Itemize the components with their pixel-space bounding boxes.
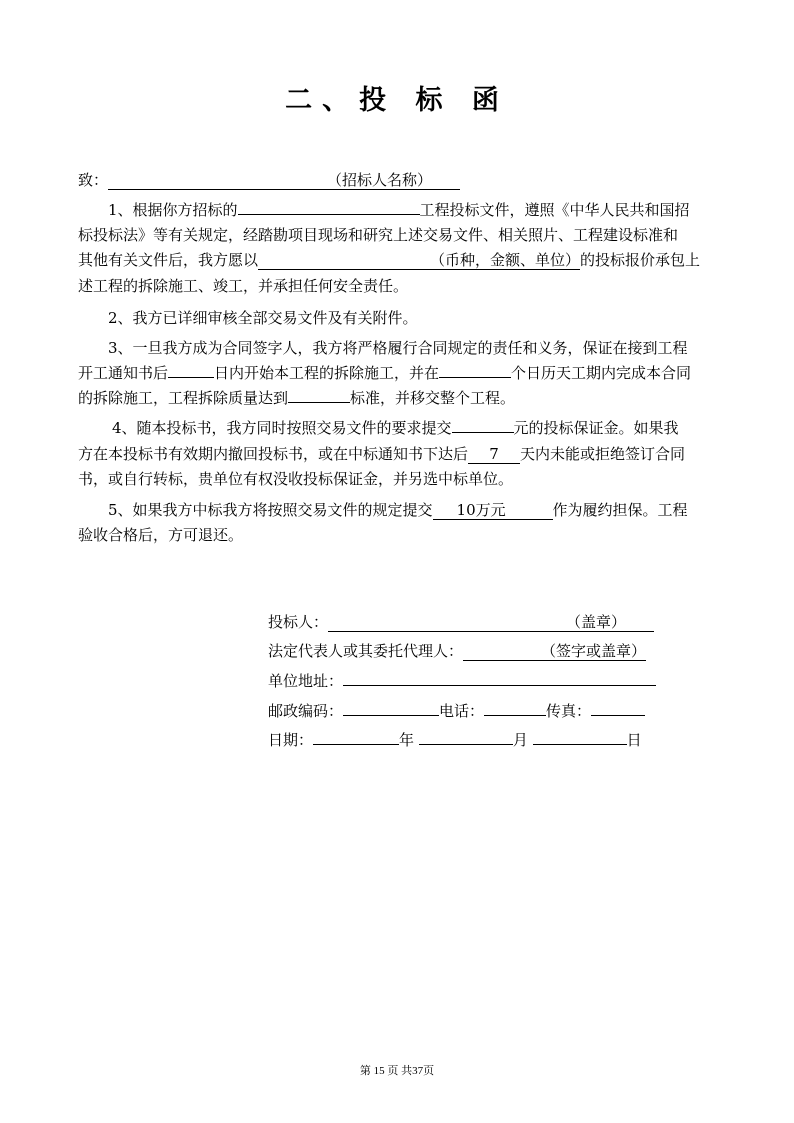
- year-field[interactable]: [313, 744, 399, 745]
- para4-line3: 书，或自行转标，贵单位有权没收投标保证金，并另选中标单位。: [78, 470, 514, 488]
- text: 1、根据你方招标的: [108, 201, 238, 219]
- date-label: 日期：: [268, 731, 314, 749]
- para1-line2: 标投标法》等有关规定，经踏勘项目现场和研究上述交易文件、相关照片、工程建设标准和: [78, 226, 679, 244]
- month-label: 月: [512, 731, 528, 749]
- to-label: 致：: [78, 171, 109, 189]
- para2: 2、我方已详细审核全部交易文件及有关附件。: [108, 309, 418, 327]
- para4-line2: [78, 444, 685, 464]
- year-label: 年: [399, 731, 415, 749]
- para3-line2: [78, 363, 691, 383]
- fax-field[interactable]: [591, 715, 645, 716]
- start-days-field[interactable]: [168, 377, 214, 378]
- bidder-row: [268, 612, 654, 632]
- phone-label: 电话：: [439, 702, 485, 720]
- bidder-field[interactable]: [328, 614, 654, 632]
- performance-bond-value: 10万元: [456, 501, 506, 519]
- para1-line4: 述工程的拆除施工、竣工，并承担任何安全责任。: [78, 277, 409, 295]
- address-field[interactable]: [343, 685, 656, 686]
- address-row: [268, 671, 656, 691]
- bidder-label: 投标人：: [268, 613, 329, 631]
- text: 工程投标文件，遵照《中华人民共和国招: [419, 201, 690, 219]
- month-field[interactable]: [419, 744, 513, 745]
- para1-line3: [78, 250, 700, 270]
- addressee-line: [78, 170, 460, 190]
- representative-row: [268, 641, 646, 661]
- text: 日内开始本工程的拆除施工，并在: [214, 364, 440, 382]
- text: 作为履约担保。工程: [552, 501, 688, 519]
- para4-line1: [112, 418, 679, 438]
- signing-days-field[interactable]: 7: [468, 446, 520, 464]
- duration-days-field[interactable]: [439, 377, 511, 378]
- text: 个日历天工期内完成本合同: [511, 364, 692, 382]
- contact-row: [268, 701, 645, 721]
- text: 天内未能或拒绝签订合同: [520, 445, 686, 463]
- postcode-field[interactable]: [343, 715, 439, 716]
- text: 开工通知书后: [78, 364, 169, 382]
- para1-line1: [108, 200, 690, 220]
- representative-field[interactable]: [463, 643, 646, 661]
- para3-line1: 3、一旦我方成为合同签字人，我方将严格履行合同规定的责任和义务，保证在接到工程: [108, 339, 688, 357]
- text: 的拆除施工，工程拆除质量达到: [78, 389, 289, 407]
- text: 方在本投标书有效期内撤回投标书，或在中标通知书下达后: [78, 445, 469, 463]
- tenderer-name-field[interactable]: [108, 172, 460, 190]
- project-name-field[interactable]: [238, 214, 420, 215]
- text: 4、随本投标书，我方同时按照交易文件的要求提交: [112, 419, 452, 437]
- bid-price-field[interactable]: [258, 252, 580, 270]
- para5-line2: 验收合格后，方可退还。: [78, 526, 244, 544]
- text: 其他有关文件后，我方愿以: [78, 251, 259, 269]
- date-row: [268, 730, 642, 750]
- bid-price-hint: （币种，金额、单位）: [430, 251, 581, 269]
- para5-line1: [108, 500, 688, 520]
- address-label: 单位地址：: [268, 672, 344, 690]
- representative-hint: （签字或盖章）: [541, 642, 647, 660]
- day-label: 日: [626, 731, 642, 749]
- tenderer-name-hint: （招标人名称）: [327, 171, 433, 189]
- performance-bond-field[interactable]: [433, 502, 553, 520]
- bidder-hint: （盖章）: [566, 613, 627, 631]
- page-title: 二、投 标 函: [285, 85, 509, 116]
- text: 的投标报价承包上: [580, 251, 701, 269]
- para3-line3: [78, 388, 515, 408]
- bid-bond-field[interactable]: [452, 432, 514, 433]
- representative-label: 法定代表人或其委托代理人：: [268, 642, 464, 660]
- text: 标准，并移交整个工程。: [350, 389, 516, 407]
- quality-standard-field[interactable]: [288, 402, 350, 403]
- page-number: 第 15 页 共37页: [359, 1065, 435, 1077]
- text: 5、如果我方中标我方将按照交易文件的规定提交: [108, 501, 433, 519]
- text: 元的投标保证金。如果我: [513, 419, 679, 437]
- phone-field[interactable]: [484, 715, 546, 716]
- postcode-label: 邮政编码：: [268, 702, 344, 720]
- fax-label: 传真：: [546, 702, 592, 720]
- day-field[interactable]: [533, 744, 627, 745]
